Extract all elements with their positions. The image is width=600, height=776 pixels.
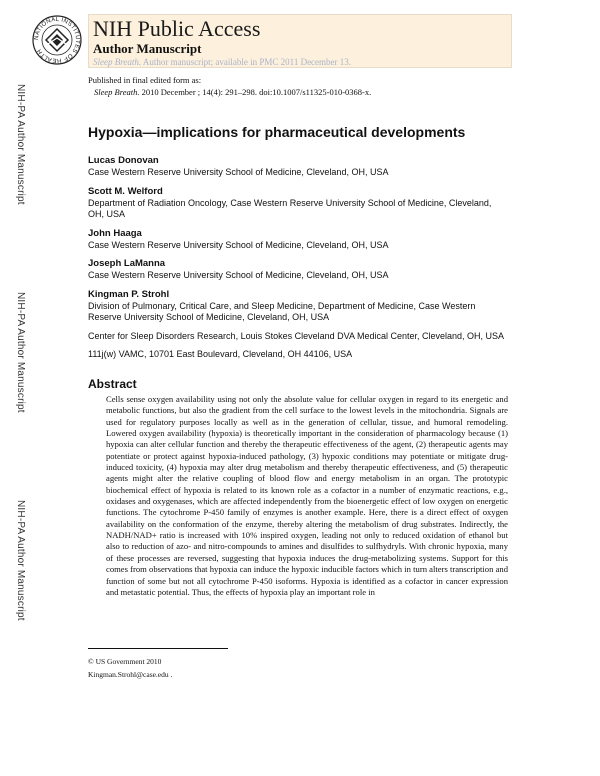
extra-affiliation: 111j(w) VAMC, 10701 East Boulevard, Cleveland, OH 44106, USA <box>88 349 353 359</box>
logo-ring-text: NATIONAL INSTITUTES OF HEALTH <box>33 16 81 64</box>
email-footnote: Kingman.Strohl@case.edu . <box>88 670 173 679</box>
header-title: NIH Public Access <box>93 16 261 41</box>
side-label-top: NIH-PA Author Manuscript <box>15 84 26 205</box>
side-label-bottom: NIH-PA Author Manuscript <box>15 500 26 621</box>
author-affiliation: Case Western Reserve University School of Medicine, Cleveland, OH, USA <box>88 239 389 250</box>
author-entry <box>88 228 508 252</box>
extra-affiliation: Center for Sleep Disorders Research, Louis Stokes Cleveland DVA Medical Center, Cleveland, OH, USA <box>88 330 505 341</box>
publication-volume-doi: 2010 December ; 14(4): 291–298. doi:10.1007/s11325-010-0368-x. <box>141 87 372 97</box>
copyright-footnote: © US Government 2010 <box>88 657 162 666</box>
author-name: Joseph LaManna <box>88 258 166 269</box>
author-entry <box>88 289 508 324</box>
abstract-heading: Abstract <box>88 377 137 391</box>
author-name: Lucas Donovan <box>88 155 159 166</box>
header-citation <box>93 57 351 67</box>
author-entry <box>88 155 508 179</box>
author-list <box>88 155 508 368</box>
published-in-label: Published in final edited form as: <box>88 75 202 85</box>
author-affiliation: Case Western Reserve University School of Medicine, Cleveland, OH, USA <box>88 167 389 177</box>
article-title: Hypoxia—implications for pharmaceutical developments <box>88 124 466 140</box>
nih-logo <box>31 14 83 66</box>
author-name: John Haaga <box>88 227 142 239</box>
header-citation-rest: Author manuscript; available in PMC 2011 December 13. <box>142 57 352 67</box>
side-label-middle: NIH-PA Author Manuscript <box>15 292 26 413</box>
author-name: Scott M. Welford <box>88 185 163 197</box>
footnote-divider <box>88 648 228 649</box>
author-entry <box>88 258 508 282</box>
abstract-body: Cells sense oxygen availability using not only the absolute value for cellular oxygen in regard to its energetic and metabolic functions, but also the gradient from the cell surface to the lowest levels in the mitochondria. Signals are used for regulatory purposes locally as well as in the generation of cellular, tissue, and humoral remodeling. Lowered oxygen availability (hypoxia) is theoretically important in the consideration of pharmacology because (1) hypoxia can alter cellular function and thereby the therapeutic effectiveness of the agent, (2) therapeutic agents may potentiate or protect against hypoxia-induced pathology, (3) hypoxic conditions may potentiate or mitigate drug-induced toxicity, (4) hypoxia may alter drug metabolism and thereby therapeutic effectiveness, and (5) therapeutic agents might alter the relative coupling of blood flow and energy metabolism in an organ. The prototypic biochemical effect of hypoxia is related to its known role as a cofactor in a number of enzymatic reactions, e.g., oxidases and oxygenases, which are affected independently from the bioenergetic effect of low oxygen on energetic functions. The cytochrome P-450 family of enzymes is another example. Here, there is a direct effect of oxygen availability on the conformation of the enzyme, thereby altering the metabolism of drug substrates. Indirectly, the NADH/NAD+ ratio is increased with 10% inspired oxygen, leading not only to reduced oxidation of ethanol but also to reduction of azo- and nitro-compounds to amines and disulfides to sulfhydryls. With chronic hypoxia, many of these processes are reversed, suggesting that hypoxia induces the drug-metabolizing systems. Support for this comes from observations that hypoxia can induce the hypoxic inducible factors which in turn alters transcription and function of some but not all cytochrome P-450 isoforms. Hypoxia is identified as a cofactor in cancer expression and metastatic potential. Thus, the effects of hypoxia play an important role in <box>106 394 508 597</box>
author-affiliation: Case Western Reserve University School of Medicine, Cleveland, OH, USA <box>88 270 389 280</box>
author-affiliation: Division of Pulmonary, Critical Care, and Sleep Medicine, Department of Medicine, Case Western Reserve University School of Medicine, Cleveland, OH, USA <box>88 300 476 322</box>
header-citation-journal: Sleep Breath. <box>93 57 142 67</box>
author-affiliation: Department of Radiation Oncology, Case Western Reserve University School of Medicine, Cleveland, OH, USA <box>88 197 492 219</box>
author-name: Kingman P. Strohl <box>88 288 170 300</box>
publication-details <box>94 87 371 97</box>
header-subtitle: Author Manuscript <box>93 41 202 56</box>
author-entry <box>88 186 508 221</box>
publication-journal: Sleep Breath. <box>94 87 140 97</box>
